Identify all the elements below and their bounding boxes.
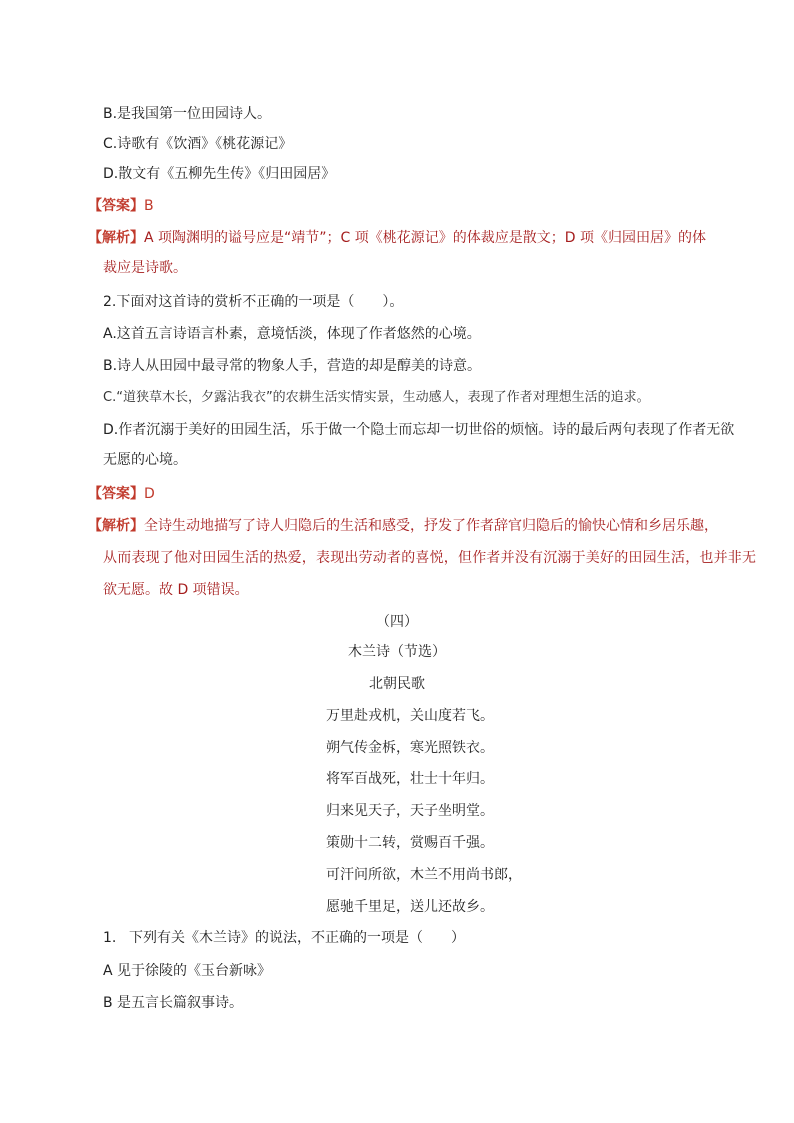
q2-option-a: A.这首五言诗语言朴素，意境恬淡，体现了作者悠然的心境。 [103,326,481,342]
analysis-text: 全诗生动地描写了诗人归隐后的生活和感受，抒发了作者辞官归隐后的愉快心情和乡居乐趣， [144,518,718,534]
q2-option-d-line2: 无愿的心境。 [103,452,187,468]
q1-answer [88,196,708,216]
q1-analysis-line2: 裁应是诗歌。 [103,260,187,276]
poem-line: 万里赴戎机，关山度若飞。 [326,708,494,724]
question-number: 1. [103,930,117,946]
q2-analysis-line2: 从而表现了他对田园生活的热爱，表现出劳动者的喜悦，但作者并没有沉溺于美好的田园生活，也并非无 [103,550,757,566]
answer-value: B [144,198,154,214]
q3-stem [103,928,723,948]
answer-label: 【答案】 [88,486,144,502]
q3-option-a: A 见于徐陵的《玉台新咏》 [103,963,272,979]
poem-line: 可汗问所欲，木兰不用尚书郎， [326,867,522,883]
q2-option-b: B.诗人从田园中最寻常的物象人手，营造的却是醇美的诗意。 [103,358,482,374]
answer-value: D [144,486,155,502]
analysis-text: A 项陶渊明的谥号应是“靖节”；C 项《桃花源记》的体裁应是散文；D 项《归园田居》的体 [144,230,706,246]
q2-stem: 2.下面对这首诗的赏析不正确的一项是（ ）。 [103,294,404,310]
section-number: （四） [376,614,418,630]
poem-line: 归来见天子，天子坐明堂。 [326,803,494,819]
q1-option-b: B.是我国第一位田园诗人。 [103,106,272,122]
poem-author: 北朝民歌 [369,676,425,692]
q1-option-c: C.诗歌有《饮酒》《桃花源记》 [103,136,293,152]
analysis-label: 【解析】 [88,230,144,246]
poem-line: 愿驰千里足，送儿还故乡。 [326,899,494,915]
q2-option-d-line1: D.作者沉溺于美好的田园生活，乐于做一个隐士而忘却一切世俗的烦恼。诗的最后两句表现了作者无欲 [103,422,735,438]
poem-title: 木兰诗（节选） [348,644,446,660]
q2-option-c: C.“道狭草木长，夕露沾我衣”的农耕生活实情实景，生动感人，表现了作者对理想生活的追求。 [103,390,650,405]
answer-label: 【答案】 [88,198,144,214]
poem-line: 朔气传金柝，寒光照铁衣。 [326,740,494,756]
question-text: 下列有关《木兰诗》的说法，不正确的一项是（ ） [129,930,465,946]
q2-analysis-line1 [88,516,718,536]
poem-line: 将军百战死，壮士十年归。 [326,771,494,787]
q2-answer [88,484,708,504]
q1-analysis-line1 [88,228,708,248]
q1-option-d: D.散文有《五柳先生传》《归田园居》 [103,166,336,182]
analysis-label: 【解析】 [88,518,144,534]
q3-option-b: B 是五言长篇叙事诗。 [103,995,244,1011]
poem-line: 策勋十二转，赏赐百千强。 [326,835,494,851]
q2-analysis-line3: 欲无愿。故 D 项错误。 [103,582,249,598]
